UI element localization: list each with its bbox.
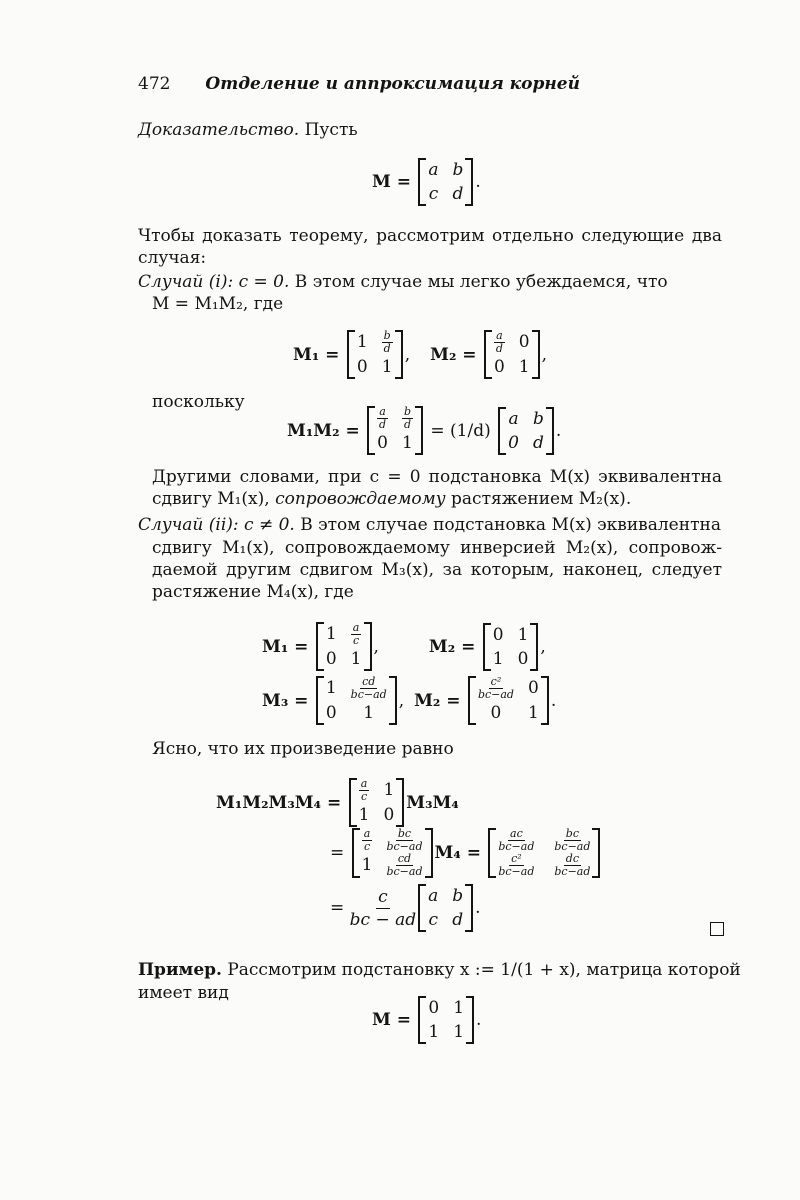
- eq-sign: =: [330, 843, 345, 863]
- matrix-cell: 1: [453, 998, 465, 1018]
- page-number: 472: [138, 74, 171, 94]
- prod-lhs: M₁M₂M₃M₄ =: [216, 792, 342, 813]
- matrix-abcd: a b c d: [416, 884, 475, 932]
- para-text: сдвигу M₁(x),: [152, 489, 276, 509]
- matrix-M2-case2: 0 1 1 0: [481, 623, 541, 671]
- case2-line-4: растяжение M₄(x), где: [152, 582, 354, 602]
- equation-product-1: [216, 778, 459, 827]
- matrix-cell: 1: [453, 1022, 465, 1042]
- matrix-ac: a c 1 1 0: [347, 778, 407, 827]
- case1-line: [138, 271, 668, 293]
- scalar-factor: = (1/d): [430, 420, 491, 441]
- matrix-cell: 0: [428, 998, 440, 1018]
- para-text: растяжением M₂(x).: [445, 489, 632, 509]
- case2-cond: c ≠ 0.: [238, 515, 295, 535]
- m1-lhs: M₁ =: [293, 344, 340, 365]
- fraction-den: bc − ad: [349, 909, 417, 930]
- m3-lhs: M₃ =: [262, 690, 309, 711]
- period: .: [475, 898, 481, 918]
- m2-lhs: M₂ =: [428, 636, 476, 657]
- matrix-cell: a: [428, 160, 439, 180]
- matrix-M3: 1 cd bc−ad 0 1: [314, 676, 399, 725]
- matrix-result: ac bc−ad bc bc−ad c² bc−ad dc bc−ad: [486, 828, 602, 878]
- clear-line: Ясно, что их произведение равно: [152, 739, 454, 759]
- equation-case2-m1m2: M₁ = 1 a c 0 1 , M₂ = 0 1 1 0 ,: [262, 621, 546, 669]
- case2-label: Случай (ii):: [138, 515, 239, 535]
- eq-M-lhs: M =: [372, 172, 411, 192]
- case1-cond: c = 0.: [233, 272, 290, 292]
- matrix-cell: 1: [428, 1022, 440, 1042]
- m4-lhs: M₂ =: [414, 690, 461, 711]
- equation-case1-m1m2: [293, 330, 547, 379]
- product-lhs: M₁M₂ =: [287, 420, 360, 441]
- equation-example: [372, 996, 481, 1044]
- matrix-mid: a c bc bc−ad 1 cd bc−ad: [350, 828, 435, 878]
- matrix-M1-case2: 1 a c 0 1: [314, 622, 374, 671]
- example-lhs: M =: [372, 1010, 411, 1030]
- matrix-cell: c: [428, 184, 439, 204]
- qed-square-icon: [710, 922, 724, 936]
- equation-M: [372, 158, 481, 206]
- period: .: [476, 1010, 482, 1030]
- fraction-final: [350, 886, 416, 931]
- equation-case1-product: [287, 406, 561, 455]
- chapter-title: Отделение и аппроксимация корней: [205, 74, 580, 94]
- matrix-cell: b: [452, 160, 464, 180]
- case1-para-2: [152, 488, 631, 510]
- matrix-cell: d: [452, 184, 464, 204]
- separator: ,: [404, 344, 411, 365]
- prod-r1: M₃M₄: [406, 792, 459, 813]
- equation-product-3: [330, 884, 481, 932]
- case1-text: В этом случае мы легко убеждаемся, что: [289, 272, 668, 292]
- case2-line-3: даемой другим сдвигом M₃(x), за которым, наконец, следует: [152, 560, 722, 580]
- example-label: Пример.: [138, 960, 222, 980]
- example-line-2: имеет вид: [138, 983, 229, 1003]
- matrix-M: [416, 158, 475, 206]
- case2-line-1: [138, 514, 721, 536]
- matrix-M2: a d 0 0 1: [482, 330, 542, 379]
- matrix-product: a d b d 0 1: [365, 406, 425, 455]
- matrix-M4: c² bc−ad 0 0 1: [466, 676, 551, 725]
- running-header: [138, 74, 580, 94]
- fraction-num: c: [378, 886, 388, 907]
- matrix-example: [416, 996, 476, 1044]
- m1-lhs: M₁ =: [262, 636, 309, 657]
- para-italic: сопровождаемому: [275, 489, 446, 509]
- case1-label: Случай (i):: [138, 272, 234, 292]
- m2-lhs: M₂ =: [430, 344, 477, 365]
- equation-case2-m3m4: M₃ = 1 cd bc−ad 0 1 , M₂ = c² bc−ad 0 0 1 .: [262, 675, 557, 723]
- proof-text: Пусть: [299, 120, 358, 140]
- example-line-1: [138, 959, 741, 981]
- case1-para-1: Другими словами, при c = 0 подстановка M(x) эквивалентна: [152, 467, 722, 487]
- intro-line-1: Чтобы доказать теорему, рассмотрим отдельно следующие два: [138, 226, 722, 246]
- case1-line-2: M = M₁M₂, где: [152, 294, 284, 314]
- matrix-M1: 1 b d 0 1: [345, 330, 405, 379]
- since-line: поскольку: [152, 392, 245, 412]
- comma: ,: [541, 344, 548, 365]
- intro-line-2: случая:: [138, 248, 207, 268]
- period: .: [555, 420, 562, 441]
- proof-label: Доказательство.: [138, 120, 300, 140]
- equation-product-2: [330, 828, 602, 878]
- example-text: Рассмотрим подстановку x := 1/(1 + x), матрица которой: [221, 960, 741, 980]
- eq-M-period: .: [475, 172, 481, 192]
- case2-line-2: сдвигу M₁(x), сопровождаемому инверсией M₂(x), сопровож-: [152, 538, 722, 558]
- eq-sign: =: [330, 898, 345, 918]
- proof-line: [138, 119, 358, 141]
- case2-text: В этом случае подстановка M(x) эквивалентна: [294, 515, 721, 535]
- prod-m4: M₄ =: [434, 843, 481, 863]
- matrix-ab0d: a b 0 d: [496, 407, 556, 455]
